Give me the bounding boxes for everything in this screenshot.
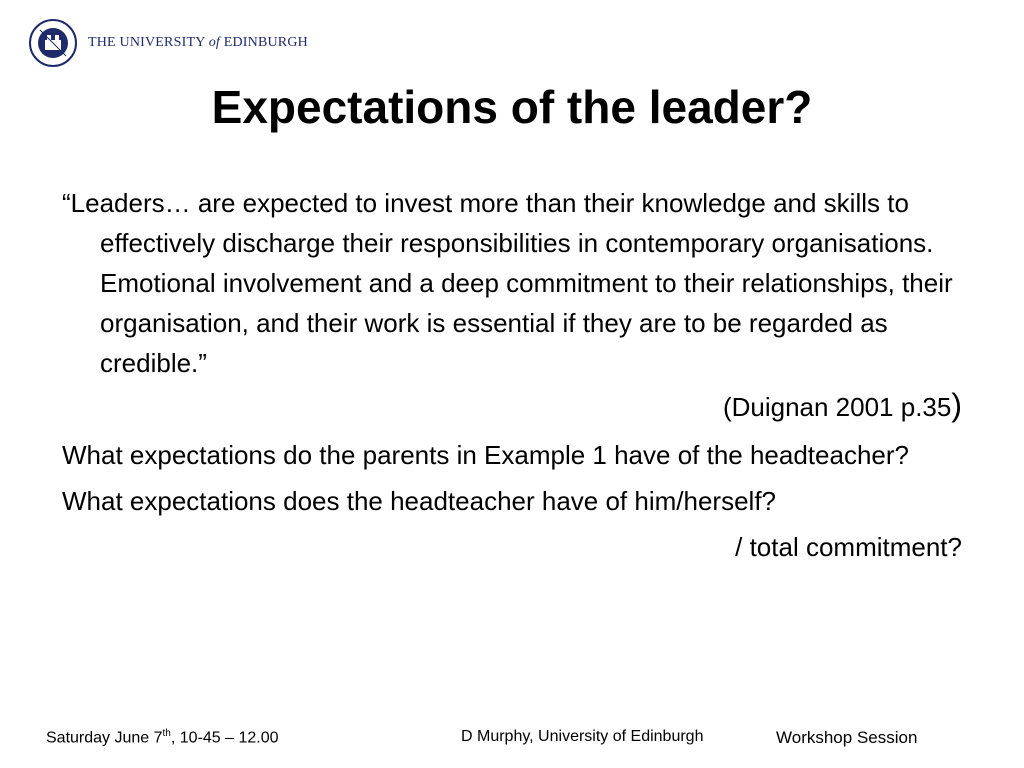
answer-note: / total commitment? (735, 532, 962, 562)
footer-date: Saturday June 7th, 10-45 – 12.00 (46, 728, 279, 747)
footer-author: D Murphy, University of Edinburgh (461, 728, 704, 745)
quote-paragraph: “Leaders… are expected to invest more than their knowledge and skills to effectively discharge their responsibilities in contemporary organisations. Emotional involvement and a deep commitment to their relationships, their organisation, and their work is essential if they are to be regarded as credible.” (62, 188, 953, 378)
university-name: THE UNIVERSITY of EDINBURGH (88, 35, 308, 50)
slide-body (62, 183, 962, 567)
university-logo (28, 18, 308, 68)
footer-session: Workshop Session (776, 728, 918, 747)
slide-title: Expectations of the leader? (211, 81, 813, 133)
university-seal-icon (28, 18, 78, 68)
question-parents: What expectations do the parents in Example 1 have of the headteacher? (62, 440, 909, 470)
citation: (Duignan 2001 p.35) (722, 387, 962, 423)
question-headteacher: What expectations does the headteacher have of him/herself? (62, 486, 776, 516)
